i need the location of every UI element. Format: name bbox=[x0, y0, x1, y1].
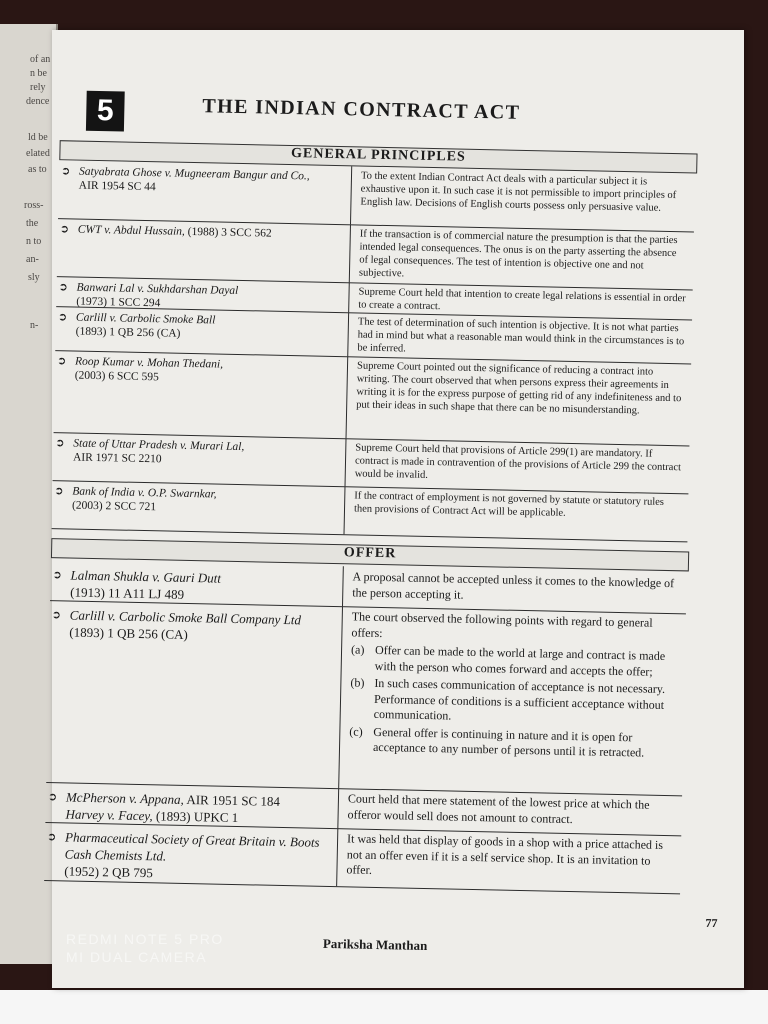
case-name: McPherson v. Appana, bbox=[65, 789, 185, 807]
arrow-bullet-icon: ➲ bbox=[46, 830, 57, 844]
case-citation-2: (1893) UPKC 1 bbox=[155, 808, 239, 826]
holding-cell bbox=[349, 609, 680, 761]
holding-cell: A proposal cannot be accepted unless it comes to the knowledge of the person accepting it. bbox=[352, 569, 675, 602]
case-citation: (1973) 1 SCC 294 bbox=[76, 295, 161, 310]
list-item bbox=[351, 642, 680, 680]
watermark-line: REDMI NOTE 5 PRO bbox=[66, 931, 224, 947]
case-citation: (2003) 6 SCC 595 bbox=[74, 369, 159, 384]
case-name: State of Uttar Pradesh v. Murari Lal, bbox=[73, 437, 245, 454]
list-marker: (c) bbox=[349, 723, 363, 739]
facing-page-text: an- bbox=[26, 254, 39, 265]
case-cell bbox=[54, 484, 341, 519]
chapter-title: THE INDIAN CONTRACT ACT bbox=[202, 95, 521, 124]
book-page bbox=[46, 30, 744, 988]
case-name-2: Harvey v. Facey, bbox=[65, 806, 153, 824]
list-marker: (b) bbox=[350, 675, 365, 690]
column-divider bbox=[342, 566, 344, 606]
case-citation: (1988) 3 SCC 562 bbox=[187, 225, 272, 240]
list-text: Offer can be made to the world at large and contract is made with the person who comes forward and accepts the offer; bbox=[374, 642, 666, 679]
table-row bbox=[46, 600, 686, 796]
case-cell bbox=[46, 828, 333, 885]
column-divider bbox=[337, 788, 339, 828]
section-heading-text: GENERAL PRINCIPLES bbox=[290, 146, 466, 165]
section-heading-text: OFFER bbox=[343, 545, 397, 562]
arrow-bullet-icon: ➲ bbox=[54, 484, 64, 498]
table-row bbox=[54, 350, 692, 446]
column-divider bbox=[338, 606, 343, 788]
case-cell bbox=[47, 788, 334, 828]
chapter-number-box bbox=[86, 91, 125, 132]
case-citation: AIR 1971 SC 2210 bbox=[72, 451, 162, 466]
facing-page-text: ross- bbox=[24, 200, 44, 211]
arrow-bullet-icon: ➲ bbox=[51, 608, 62, 622]
case-cell bbox=[55, 436, 342, 471]
holding-cell: Supreme Court held that provisions of Article 299(1) are mandatory. If contract is made in contravention of the provisions of Article 299 the contract would be invalid. bbox=[354, 442, 682, 481]
facing-page-text: rely bbox=[30, 82, 46, 93]
holding-cell: Court held that mere statement of the lowest price at which the offeror would sell does not amount to contract. bbox=[347, 791, 650, 826]
arrow-bullet-icon: ➲ bbox=[58, 280, 68, 294]
facing-page-text: sly bbox=[28, 272, 40, 283]
case-cell bbox=[52, 567, 339, 607]
chapter-number: 5 bbox=[96, 93, 115, 128]
column-divider bbox=[347, 312, 349, 356]
holding-cell: Supreme Court held that intention to create legal relations is essential in order to create a contract. bbox=[358, 286, 686, 313]
column-divider bbox=[346, 356, 349, 438]
publication-title: Pariksha Manthan bbox=[322, 935, 428, 954]
case-name: Roop Kumar v. Mohan Thedani, bbox=[74, 355, 224, 371]
list-item bbox=[349, 724, 678, 762]
facing-page-text: the bbox=[26, 218, 39, 229]
case-citation: AIR 1951 SC 184 bbox=[186, 791, 281, 809]
case-cell bbox=[51, 607, 338, 647]
case-citation: (2003) 2 SCC 721 bbox=[71, 499, 157, 514]
facing-page-text: n be bbox=[30, 68, 47, 79]
column-divider bbox=[350, 166, 352, 224]
case-name: Lalman Shukla v. Gauri Dutt bbox=[70, 567, 222, 586]
holding-cell: Supreme Court pointed out the significance of reducing a contract into writing. The court observed that when persons express their agreements in writing it is for the express purpose of getting rid of any indefiniteness and to put their ideas in such shape that there can be no misunderstanding. bbox=[356, 360, 682, 417]
list-item bbox=[350, 675, 679, 728]
case-citation: (1952) 2 QB 795 bbox=[64, 863, 153, 881]
facing-page-text: of an bbox=[30, 54, 51, 65]
table-row bbox=[44, 822, 681, 894]
arrow-bullet-icon: ➲ bbox=[57, 310, 68, 324]
facing-page-text: as to bbox=[28, 164, 47, 175]
case-citation: (1893) 1 QB 256 (CA) bbox=[75, 325, 181, 340]
facing-page-text: elated bbox=[26, 148, 50, 159]
case-name: Pharmaceutical Society of Great Britain v. Boots Cash Chemists Ltd. bbox=[64, 829, 320, 864]
arrow-bullet-icon: ➲ bbox=[52, 568, 62, 582]
case-name: Carlill v. Carbolic Smoke Ball Company Ltd bbox=[69, 607, 302, 628]
case-citation: (1893) 1 QB 256 (CA) bbox=[69, 624, 188, 642]
case-name: Bank of India v. O.P. Swarnkar, bbox=[72, 485, 217, 501]
arrow-bullet-icon: ➲ bbox=[47, 790, 58, 804]
list-text: General offer is continuing in nature and it is open for acceptance to any number of persons until it is retracted. bbox=[372, 724, 645, 760]
facing-page-text: n- bbox=[30, 320, 39, 331]
case-name: Banwari Lal v. Sukhdarshan Dayal bbox=[76, 281, 239, 297]
holding-cell: If the contract of employment is not governed by statute or statutory rules then provisions of Contract Act will be applicable. bbox=[353, 490, 665, 519]
case-name: CWT v. Abdul Hussain, bbox=[77, 223, 185, 238]
watermark-line: MI DUAL CAMERA bbox=[66, 949, 208, 965]
holding-cell: To the extent Indian Contract Act deals with a particular subject it is exhaustive upon it. In such case it is not permissible to import principles of English law. Decisions of English courts possess only persuasive value. bbox=[360, 170, 677, 214]
holding-intro: The court observed the following points with regard to general offers: bbox=[351, 609, 653, 640]
facing-page-text: dence bbox=[26, 96, 50, 107]
case-cell bbox=[59, 222, 346, 243]
arrow-bullet-icon: ➲ bbox=[59, 222, 70, 236]
list-text: In such cases communication of acceptance is not necessary. Performance of conditions is a sufficient acceptance without communication. bbox=[373, 675, 666, 723]
holding-cell: The test of determination of such intention is objective. It is not what parties had in mind but what a reasonable man would think in the circumstances is to be inferred. bbox=[357, 316, 685, 355]
column-divider bbox=[344, 486, 346, 534]
column-divider bbox=[345, 438, 347, 486]
case-name: Carlill v. Carbolic Smoke Ball bbox=[75, 311, 216, 327]
list-marker: (a) bbox=[350, 642, 365, 657]
facing-page-text: n to bbox=[26, 236, 42, 247]
case-citation: AIR 1954 SC 44 bbox=[78, 179, 156, 194]
column-divider bbox=[348, 282, 350, 312]
holding-cell: It was held that display of goods in a shop with a price attached is not an offer even if it is a self service shop. It is an invitation to offer. bbox=[346, 831, 664, 877]
camera-watermark bbox=[66, 930, 224, 966]
case-name: Satyabrata Ghose v. Mugneeram Bangur and Co., bbox=[78, 165, 310, 183]
facing-page-text: ld be bbox=[28, 132, 48, 143]
arrow-bullet-icon: ➲ bbox=[55, 436, 65, 450]
arrow-bullet-icon: ➲ bbox=[60, 164, 71, 178]
page-number: 77 bbox=[705, 915, 718, 931]
case-cell bbox=[57, 310, 345, 345]
case-citation: (1913) 11 A11 LJ 489 bbox=[70, 584, 185, 602]
column-divider bbox=[349, 224, 351, 282]
arrow-bullet-icon: ➲ bbox=[56, 354, 67, 368]
holding-cell: If the transaction is of commercial nature the presumption is that the parties intended legal consequences. The onus is on the party asserting the absence of legal consequences. The test of intention is objective one and not subjective. bbox=[358, 228, 678, 280]
page-content bbox=[32, 30, 742, 1004]
case-cell bbox=[60, 164, 348, 199]
case-cell bbox=[56, 354, 344, 389]
column-divider bbox=[336, 828, 338, 886]
